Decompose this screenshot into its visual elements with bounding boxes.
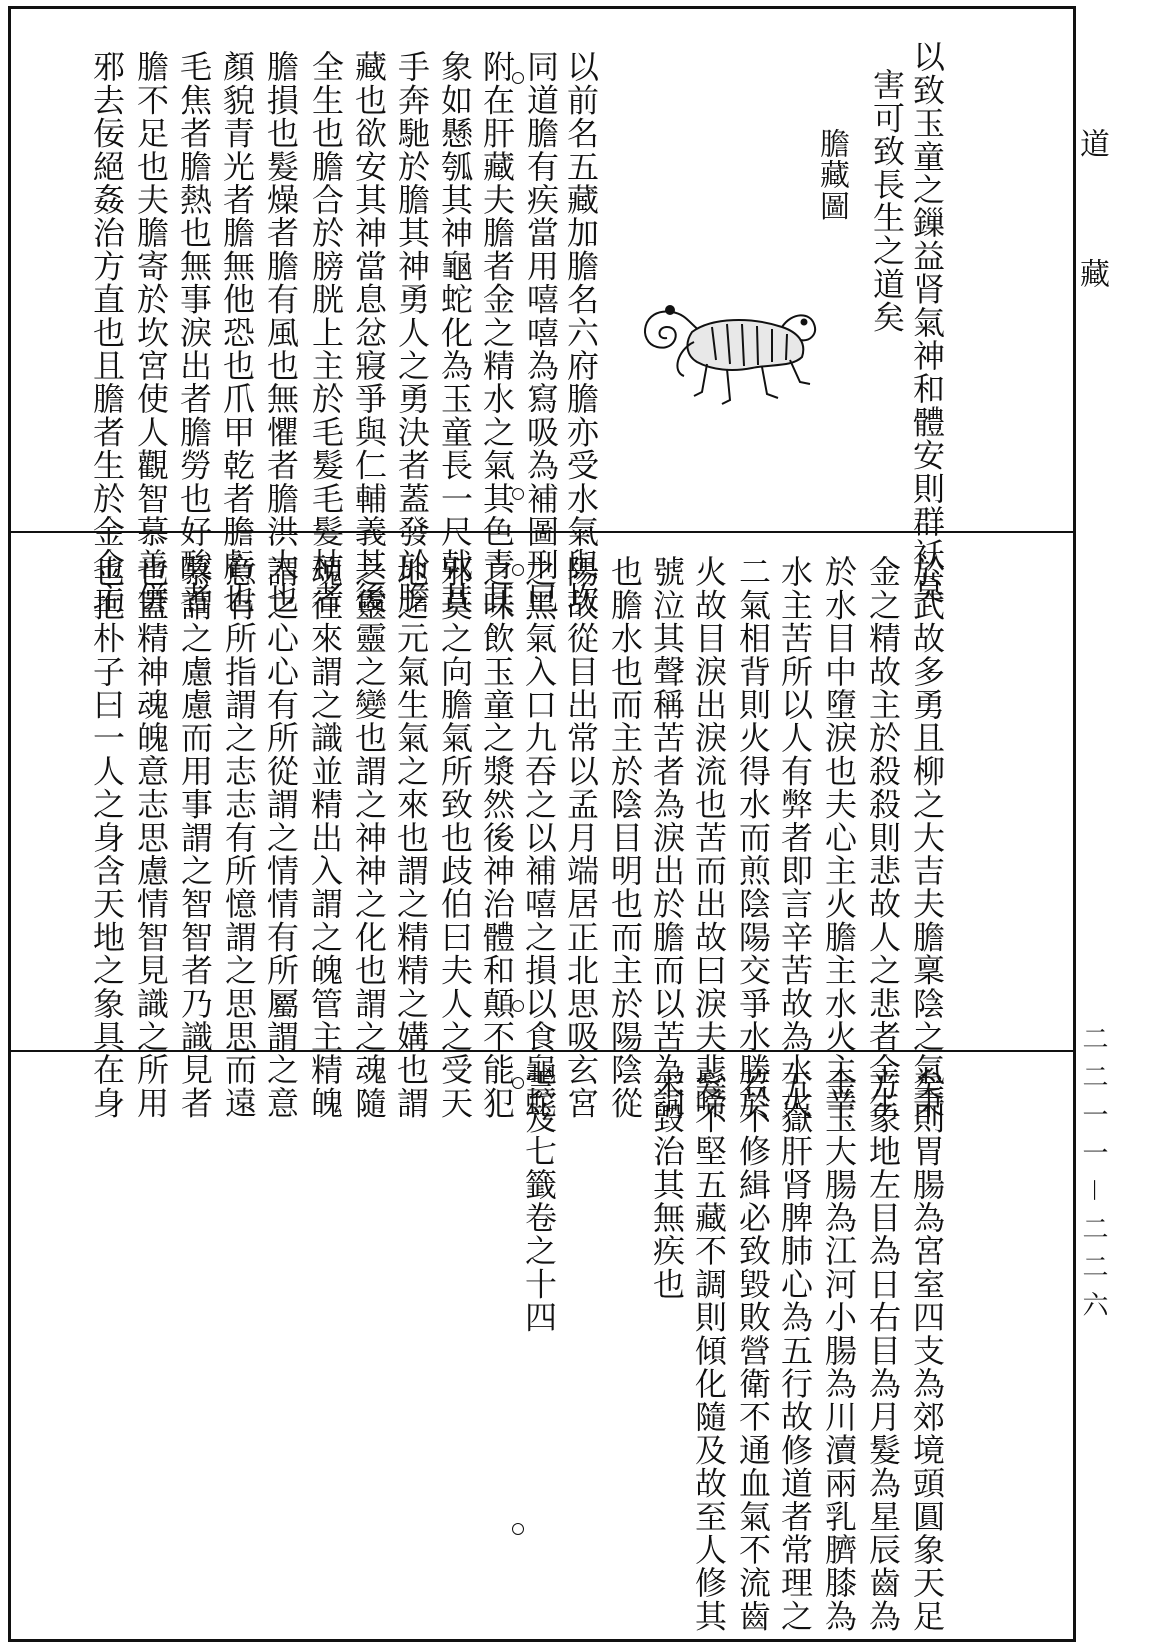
text-column: 之黑氣入口九吞之以補嘻之損以食龜蛇 <box>520 555 558 1120</box>
circle-mark <box>512 1523 524 1535</box>
text-column: 魂往來謂之識並精出入謂之魄管主精魄 <box>306 555 344 1120</box>
text-column: 藏也欲安其神當息忿寢爭與仁輔義其後 <box>350 50 388 615</box>
illustration-title: 膽藏圖 <box>814 128 849 222</box>
text-column: 金玉大腸為江河小腸為川瀆兩乳臍膝為 <box>820 1068 858 1633</box>
text-column: 髮不堅五藏不調則傾化隨及故至人修其 <box>690 1068 728 1633</box>
text-column: 陽故從目出常以孟月端居正北思吸玄宮 <box>562 555 600 1120</box>
circle-mark <box>512 72 524 84</box>
text-column: 之靈靈之變也謂之神神之化也謂之魂隨 <box>350 555 388 1120</box>
text-column: 也蓋精神魂魄意志思慮情智見識之所用 <box>132 555 170 1120</box>
text-column: 手奔馳於膽其神勇人之勇決者蓋發於膽 <box>393 50 431 615</box>
text-column: 附在肝藏夫膽者金之精水之氣其色青其 <box>478 50 516 615</box>
margin-label-dao: 道 <box>1074 128 1109 160</box>
text-column: 毛焦者膽熱也無事淚出者膽勞也好酸者 <box>175 50 213 615</box>
text-column: 之味飲玉童之漿然後神治體和顛不能犯 <box>478 555 516 1120</box>
text-column: 膽不足也夫膽寄於坎宮使人觀智慕善併 <box>132 50 170 615</box>
text-column: 也抱朴子曰一人之身含天地之象具在身 <box>88 555 126 1120</box>
text-column: 邪去佞絕姦治方直也且膽者生於金金主 <box>88 50 126 615</box>
volume-footer: 雲笈七籤卷之十四 <box>520 1068 558 1334</box>
text-column: 五嶽肝肾脾肺心為五行故修道者常理之 <box>776 1068 814 1633</box>
text-column: 火故目淚出淚流也苦而出故曰淚夫悲啼 <box>690 555 728 1120</box>
margin-label-zang: 藏 <box>1074 258 1109 290</box>
text-column: 象如懸瓠其神龜蛇化為玉童長一尺戟其 <box>436 50 474 615</box>
page-number: 二二一一－二二六 <box>1078 1025 1108 1330</box>
text-column: 未毀治其無疾也 <box>648 1068 686 1301</box>
tiger-snake-illustration <box>632 272 822 422</box>
text-column: 膽損也髮燥者膽有風也無懼者膽洪大也 <box>262 50 300 615</box>
circle-mark <box>512 1000 524 1012</box>
text-column: 邪莫之向膽氣所致也歧伯曰夫人之受天 <box>436 555 474 1120</box>
text-column: 以致玉童之鏁益肾氣神和體安則群袄莫 <box>908 40 946 605</box>
text-column: 意有所指謂之志志有所憶謂之思思而遠 <box>220 555 258 1120</box>
text-column: 號泣其聲稱苦者為淚出於膽而以苦為詞 <box>648 555 686 1120</box>
text-column: 若不修緝必致毀敗營衛不通血氣不流齒 <box>734 1068 772 1633</box>
circle-mark <box>512 488 524 500</box>
text-column: 顏貌青光者膽無他恐也爪甲乾者膽虧也 <box>218 50 256 615</box>
text-column: 方象地左目為日右目為月髮為星辰齒為 <box>864 1068 902 1633</box>
text-column: 慕謂之慮慮而用事謂之智智者乃識見者 <box>176 555 214 1120</box>
text-column: 二氣相背則火得水而煎陰陽交爭水勝於 <box>734 555 772 1120</box>
circle-mark <box>512 1077 524 1089</box>
text-column: 以前名五藏加膽名六府膽亦受水氣與坎 <box>562 50 600 615</box>
text-column: 於武故多勇且柳之大吉夫膽稟陰之氣秉 <box>908 555 946 1120</box>
text-column: 於水目中墮淚也夫心主火膽主水火主辛 <box>820 555 858 1120</box>
text-column: 同道膽有疾當用嘻嘻為寫吸為補圖刑巳 <box>522 50 560 615</box>
text-column: 矣則胃腸為宮室四支為郊境頭圓象天足 <box>908 1068 946 1633</box>
text-column: 也膽水也而主於陰目明也而主於陽陰從 <box>606 555 644 1120</box>
text-column: 地之元氣生氣之來也謂之精精之媾也謂 <box>392 555 430 1120</box>
text-column: 全生也膽合於膀胱上主於毛髮毛髮枯者 <box>307 50 345 615</box>
circle-mark <box>512 564 524 576</box>
text-column: 謂之心心有所從謂之情情有所屬謂之意 <box>262 555 300 1120</box>
text-column: 害可致長生之道矣 <box>868 68 906 334</box>
text-column: 水主苦所以人有弊者即言辛苦故為水火 <box>776 555 814 1120</box>
text-column: 金之精故主於殺殺則悲故人之悲者金生 <box>864 555 902 1120</box>
